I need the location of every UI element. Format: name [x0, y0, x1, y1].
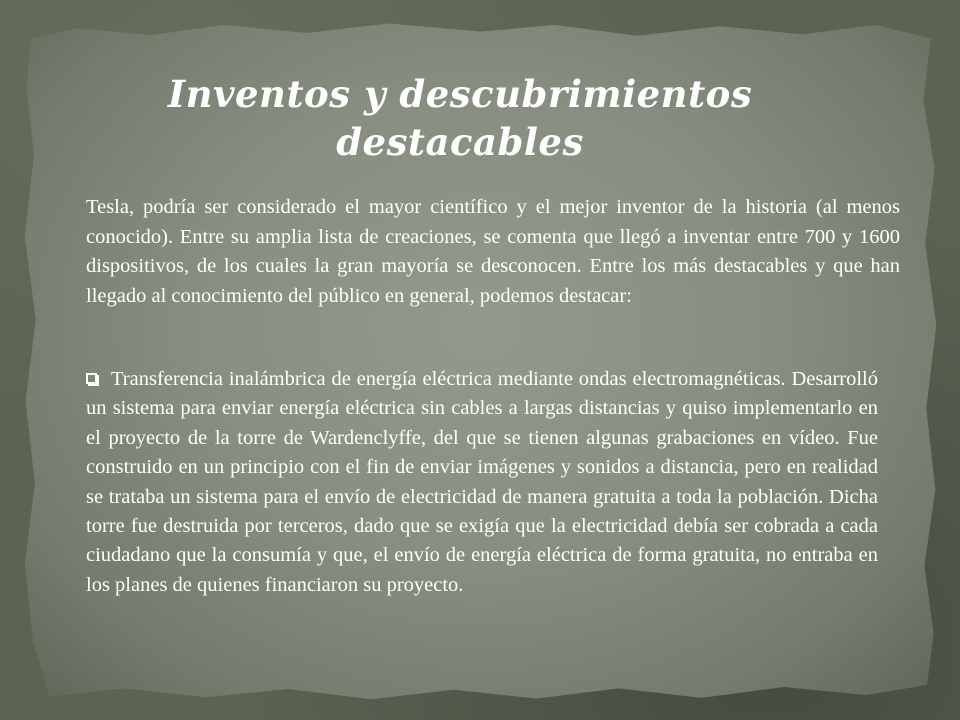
slide-title: Inventos y descubrimientos destacables: [167, 72, 753, 164]
checkbox-square-icon: [86, 373, 97, 384]
bullet-item: [86, 365, 878, 600]
intro-paragraph: Tesla, podría ser considerado el mayor científico y el mejor inventor de la historia (al menos conocido). Entre su amplia lista de creaciones, se comenta que llegó a inventar entre 700 y 1600 dispositivos, de los cuales la gran mayoría se desconocen. Entre los más destacables y que han llegado al conocimiento del público en general, podemos destacar:: [86, 196, 900, 307]
bullet-text: Transferencia inalámbrica de energía eléctrica mediante ondas electromagnéticas. Desarrolló un sistema para enviar energía eléctrica sin cables a largas distancias y quiso implementarlo en el proyecto de la torre de Wardenclyffe, del que se tienen algunas grabaciones en vídeo. Fue construido en un principio con el fin de enviar imágenes y sonidos a distancia, pero en realidad se trataba un sistema para el envío de electricidad de manera gratuita a toda la población. Dicha torre fue destruida por terceros, dado que se exigía que la electricidad debía ser cobrada a cada ciudadano que la consumía y que, el envío de energía eléctrica de forma gratuita, no entraba en los planes de quienes financiaron su proyecto.: [86, 368, 878, 596]
